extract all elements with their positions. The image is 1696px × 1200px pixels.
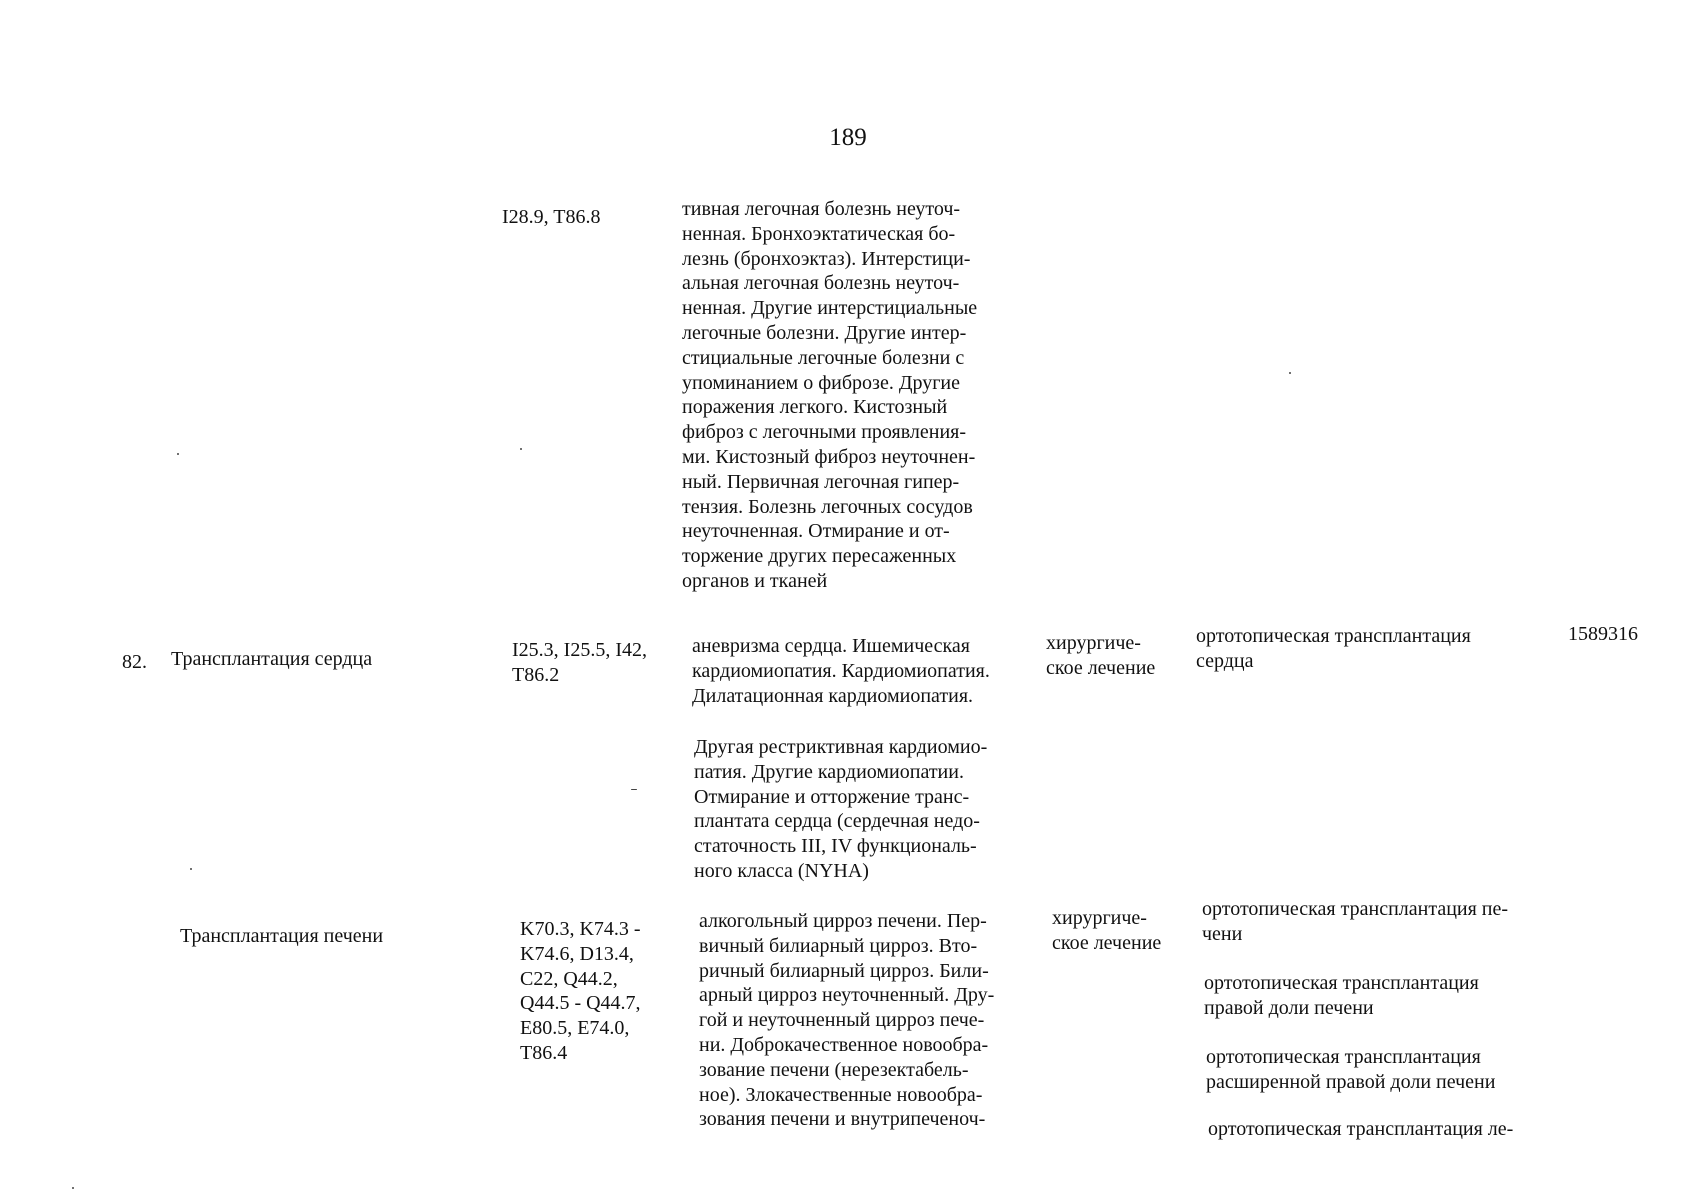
- text-line: ское лечение: [1046, 656, 1156, 679]
- text-line: тензия. Болезнь легочных сосудов: [682, 495, 973, 518]
- procedure-name: Трансплантация сердца: [171, 648, 373, 670]
- text-line: неуточненная. Отмирание и от-: [682, 520, 950, 543]
- text-line: хирургиче-: [1052, 907, 1147, 929]
- text-line: хирургиче-: [1046, 632, 1141, 654]
- text-line: лезнь (бронхоэктаз). Интерстици-: [682, 247, 971, 270]
- text-line: ортотопическая трансплантация пе-: [1202, 898, 1509, 920]
- scan-speck: [177, 453, 179, 455]
- scan-speck: [1289, 372, 1291, 374]
- text-line: K70.3, K74.3 -: [520, 918, 641, 940]
- text-line: ми. Кистозный фиброз неуточнен-: [682, 445, 976, 468]
- treatment-method-3: [1206, 1045, 1495, 1095]
- text-line: альная легочная болезнь неуточ-: [682, 272, 960, 295]
- text-line: алкогольный цирроз печени. Пер-: [699, 910, 987, 932]
- continuation-diagnosis: [682, 197, 977, 594]
- diagnosis-text: [699, 909, 994, 1132]
- text-line: ный. Первичная легочная гипер-: [682, 470, 960, 493]
- text-line: ное). Злокачественные новообра-: [699, 1083, 983, 1106]
- text-line: вичный билиарный цирроз. Вто-: [699, 934, 978, 957]
- text-line: ненная. Другие интерстициальные: [682, 297, 978, 320]
- text-line: ричный билиарный цирроз. Били-: [699, 959, 989, 982]
- treatment-type: [1046, 631, 1155, 681]
- row-number: 82.: [122, 651, 147, 673]
- text-line: патия. Другие кардиомиопатии.: [694, 760, 964, 783]
- scan-speck: [72, 1187, 74, 1189]
- text-line: чени: [1202, 922, 1243, 945]
- text-line: поражения легкого. Кистозный: [682, 396, 948, 419]
- diagnosis-codes: [512, 638, 647, 688]
- text-line: ортотопическая трансплантация: [1204, 972, 1479, 994]
- diagnosis-text-continued: [694, 735, 987, 884]
- treatment-method: [1196, 624, 1471, 674]
- text-line: сердца: [1196, 649, 1254, 672]
- text-line: I25.3, I25.5, I42,: [512, 639, 647, 661]
- text-line: T86.2: [512, 663, 560, 686]
- text-line: Дилатационная кардиомиопатия.: [692, 684, 974, 707]
- text-line: T86.4: [520, 1041, 568, 1064]
- treatment-method-4: [1208, 1117, 1513, 1142]
- text-line: упоминанием о фиброзе. Другие: [682, 371, 960, 394]
- text-line: правой доли печени: [1204, 996, 1374, 1019]
- procedure-name: Трансплантация печени: [180, 925, 384, 947]
- diagnosis-text: [692, 634, 990, 708]
- text-line: K74.6, D13.4,: [520, 942, 634, 965]
- text-line: аневризма сердца. Ишемическая: [692, 635, 970, 657]
- text-line: Отмирание и отторжение транс-: [694, 785, 970, 808]
- text-line: ортотопическая трансплантация ле-: [1208, 1118, 1514, 1140]
- text-line: ненная. Бронхоэктатическая бо-: [682, 222, 956, 245]
- text-line: тивная легочная болезнь неуточ-: [682, 198, 961, 220]
- treatment-method-2: [1204, 971, 1479, 1021]
- treatment-type: [1052, 906, 1161, 956]
- text-line: расширенной правой доли печени: [1206, 1070, 1496, 1093]
- text-line: фиброз с легочными проявления-: [682, 421, 967, 444]
- text-line: Q44.5 - Q44.7,: [520, 992, 641, 1015]
- page-number: 189: [829, 124, 867, 151]
- treatment-method-1: [1202, 897, 1508, 947]
- text-line: кардиомиопатия. Кардиомиопатия.: [692, 659, 990, 682]
- text-line: ни. Доброкачественное новообра-: [699, 1033, 989, 1056]
- text-line: легочные болезни. Другие интер-: [682, 321, 967, 344]
- text-line: статочность III, IV функциональ-: [694, 835, 977, 858]
- text-line: ортотопическая трансплантация: [1196, 625, 1471, 647]
- scan-speck: [520, 448, 522, 450]
- text-line: стициальные легочные болезни с: [682, 346, 965, 369]
- text-line: арный цирроз неуточненный. Дру-: [699, 984, 995, 1007]
- text-line: C22, Q44.2,: [520, 967, 618, 990]
- text-line: Другая рестриктивная кардиомио-: [694, 736, 988, 758]
- scan-speck: [631, 789, 637, 790]
- text-line: ного класса (NYHA): [694, 859, 869, 882]
- text-line: плантата сердца (сердечная недо-: [694, 810, 980, 833]
- text-line: ское лечение: [1052, 931, 1162, 954]
- diagnosis-codes: [520, 917, 641, 1066]
- text-line: торжение других пересаженных: [682, 545, 957, 568]
- text-line: ортотопическая трансплантация: [1206, 1046, 1481, 1068]
- text-line: органов и тканей: [682, 569, 828, 592]
- text-line: E80.5, E74.0,: [520, 1017, 630, 1040]
- text-line: зования печени и внутрипеченоч-: [699, 1108, 986, 1131]
- scan-speck: [190, 868, 192, 870]
- cost-value: 1589316: [1568, 623, 1638, 645]
- text-line: зование печени (нерезектабель-: [699, 1058, 969, 1081]
- continuation-codes: I28.9, T86.8: [502, 206, 601, 228]
- text-line: гой и неуточненный цирроз пече-: [699, 1009, 985, 1032]
